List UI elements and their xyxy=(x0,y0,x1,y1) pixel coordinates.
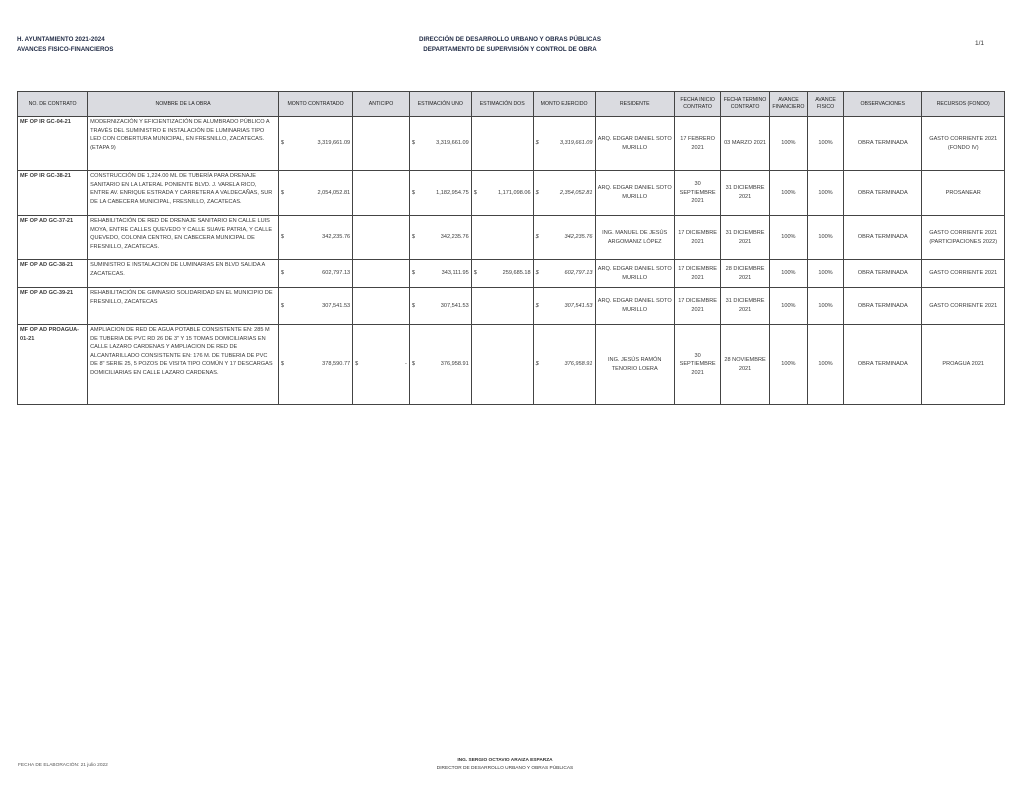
start-date: 30 SEPTIEMBRE 2021 xyxy=(674,171,720,216)
currency-symbol: $ xyxy=(535,189,539,196)
currency-symbol: $ xyxy=(535,234,539,241)
work-name: MODERNIZACIÓN Y EFICIENTIZACIÓN DE ALUMBRADO PÚBLICO A TRAVÉS DEL SUMINISTRO E INSTALACIÓN DE LUMINARIAS TIPO LED CON COBERTURA MUNICIPAL, EN FRESNILLO, ZACATECAS. (ETAPA 9) xyxy=(88,117,279,171)
end-date: 03 MARZO 2021 xyxy=(721,117,769,171)
amount-value: 342,235.76 xyxy=(322,234,351,241)
currency-symbol: $ xyxy=(535,361,539,368)
start-date: 17 DICIEMBRE 2021 xyxy=(674,216,720,260)
contracted-amount xyxy=(278,288,352,325)
table-row xyxy=(18,171,1005,216)
start-date: 17 FEBRERO 2021 xyxy=(674,117,720,171)
contracted-amount xyxy=(278,171,352,216)
advance-amount xyxy=(353,117,410,171)
table-row xyxy=(18,288,1005,325)
table-row xyxy=(18,260,1005,288)
document-header-center xyxy=(320,35,700,55)
estimate-one-amount xyxy=(409,260,471,288)
contract-number: MF OP AD GC-39-21 xyxy=(18,288,88,325)
observations: OBRA TERMINADA xyxy=(844,325,922,405)
estimate-two-amount xyxy=(471,171,533,216)
resident-name: ARQ. EDGAR DANIEL SOTO MURILLO xyxy=(595,171,674,216)
estimate-one-amount xyxy=(409,117,471,171)
observations: OBRA TERMINADA xyxy=(844,117,922,171)
report-title: AVANCES FISICO-FINANCIEROS xyxy=(17,46,114,53)
currency-symbol: $ xyxy=(355,361,359,368)
resident-name: ING. MANUEL DE JESÚS ARGOMANIZ LÓPEZ xyxy=(595,216,674,260)
page-number: 1/1 xyxy=(975,40,985,47)
department-name: DIRECCIÓN DE DESARROLLO URBANO Y OBRAS PÚBLICAS xyxy=(419,36,601,43)
funding-source: GASTO CORRIENTE 2021 (PARTICIPACIONES 2022) xyxy=(922,216,1005,260)
physical-progress: 100% xyxy=(807,260,843,288)
physical-progress: 100% xyxy=(807,325,843,405)
physical-progress: 100% xyxy=(807,117,843,171)
amount-value: 307,541.53 xyxy=(440,302,469,309)
observations: OBRA TERMINADA xyxy=(844,171,922,216)
contract-number: MF OP AD GC-38-21 xyxy=(18,260,88,288)
header-cell: RESIDENTE xyxy=(595,92,674,117)
header-cell: ANTICIPO xyxy=(353,92,410,117)
amount-value: 307,541.53 xyxy=(322,302,351,309)
work-name: CONSTRUCCIÓN DE 1,224.00 ML DE TUBERÍA PARA DRENAJE SANITARIO EN LA LATERAL PONIENTE BLVD. J. VARELA RICO, ENTRE AV. ENRIQUE ESTRADA Y CARRETERA A VALDECAÑAS, SUR DE LA CABECERA MUNICIPAL, FRESNILLO, ZACATECAS. xyxy=(88,171,279,216)
estimate-two-amount xyxy=(471,288,533,325)
amount-value: 342,235.76 xyxy=(564,234,593,241)
header-cell: ESTIMACIÓN UNO xyxy=(409,92,471,117)
financial-progress: 100% xyxy=(769,288,807,325)
currency-symbol: $ xyxy=(535,302,539,309)
end-date: 28 DICIEMBRE 2021 xyxy=(721,260,769,288)
currency-symbol: $ xyxy=(280,189,285,196)
end-date: 31 DICIEMBRE 2021 xyxy=(721,171,769,216)
elaboration-date: FECHA DE ELABORACIÓN: 21 julio 2022 xyxy=(18,763,108,768)
amount-value: 307,541.53 xyxy=(564,302,593,309)
work-name: SUMINISTRO E INSTALACION DE LUMINARIAS EN BLVD SALIDA A ZACATECAS. xyxy=(88,260,279,288)
work-name: REHABILITACIÓN DE RED DE DRENAJE SANITARIO EN CALLE LUIS MOYA, ENTRE CALLES QUEVEDO Y CALLE SUAVE PATRIA, Y CALLE QUEVEDO, COLONIA CENTRO, EN CABECERA MUNICIPAL DE FRESNILLO, ZACATECAS. xyxy=(88,216,279,260)
header-cell: MONTO EJERCIDO xyxy=(533,92,595,117)
resident-name: ARQ. EDGAR DANIEL SOTO MURILLO xyxy=(595,117,674,171)
currency-symbol: $ xyxy=(280,361,285,368)
currency-symbol: $ xyxy=(280,302,285,309)
contract-number: MF OP IR GC-04-21 xyxy=(18,117,88,171)
signer-title: DIRECTOR DE DESARROLLO URBANO Y OBRAS PÚBLICAS xyxy=(436,766,574,771)
financial-progress: 100% xyxy=(769,117,807,171)
amount-value: 3,319,661.09 xyxy=(436,140,469,147)
advance-amount xyxy=(353,260,410,288)
header-cell: NO. DE CONTRATO xyxy=(18,92,88,117)
amount-value: 1,182,954.75 xyxy=(436,189,469,196)
resident-name: ARQ. EDGAR DANIEL SOTO MURILLO xyxy=(595,260,674,288)
estimate-two-amount xyxy=(471,260,533,288)
currency-symbol: $ xyxy=(411,189,416,196)
end-date: 31 DICIEMBRE 2021 xyxy=(721,288,769,325)
header-cell: ESTIMACIÓN DOS xyxy=(471,92,533,117)
start-date: 17 DICIEMBRE 2021 xyxy=(674,260,720,288)
header-cell: MONTO CONTRATADO xyxy=(278,92,352,117)
table-row xyxy=(18,216,1005,260)
amount-value: 602,797.13 xyxy=(322,270,351,277)
advance-amount xyxy=(353,288,410,325)
advance-amount xyxy=(353,216,410,260)
currency-symbol: $ xyxy=(411,234,416,241)
funding-source: GASTO CORRIENTE 2021 xyxy=(922,288,1005,325)
currency-symbol: $ xyxy=(535,270,539,277)
exercised-amount xyxy=(533,260,595,288)
currency-symbol: $ xyxy=(280,140,285,147)
signature-block xyxy=(400,757,610,773)
estimate-one-amount xyxy=(409,325,471,405)
exercised-amount xyxy=(533,325,595,405)
header-cell: AVANCE FINANCIERO xyxy=(769,92,807,117)
table-row xyxy=(18,325,1005,405)
currency-symbol: $ xyxy=(280,270,285,277)
header-cell: NOMBRE DE LA OBRA xyxy=(88,92,279,117)
exercised-amount xyxy=(533,216,595,260)
currency-symbol: $ xyxy=(473,270,477,277)
estimate-one-amount xyxy=(409,171,471,216)
funding-source: PROSANEAR xyxy=(922,171,1005,216)
physical-progress: 100% xyxy=(807,216,843,260)
currency-symbol: $ xyxy=(411,361,416,368)
funding-source: GASTO CORRIENTE 2021 xyxy=(922,260,1005,288)
contract-number: MF OP AD GC-37-21 xyxy=(18,216,88,260)
financial-progress: 100% xyxy=(769,260,807,288)
end-date: 31 DICIEMBRE 2021 xyxy=(721,216,769,260)
header-cell: RECURSOS (FONDO) xyxy=(922,92,1005,117)
amount-value: 343,111.95 xyxy=(441,270,469,277)
header-cell: OBSERVACIONES xyxy=(844,92,922,117)
observations: OBRA TERMINADA xyxy=(844,216,922,260)
header-cell: FECHA TERMINO CONTRATO xyxy=(721,92,769,117)
currency-symbol: $ xyxy=(473,189,477,196)
contract-number: MF OP AD PROAGUA-01-21 xyxy=(18,325,88,405)
org-name: H. AYUNTAMIENTO 2021-2024 xyxy=(17,36,105,43)
amount-value: 376,958.91 xyxy=(440,361,469,368)
end-date: 28 NOVIEMBRE 2021 xyxy=(721,325,769,405)
amount-value: 2,054,052.81 xyxy=(317,189,351,196)
header-cell: AVANCE FISICO xyxy=(807,92,843,117)
exercised-amount xyxy=(533,117,595,171)
contracted-amount xyxy=(278,117,352,171)
amount-value: 342,235.76 xyxy=(440,234,469,241)
amount-value: 3,319,661.09 xyxy=(317,140,351,147)
resident-name: ING. JESÚS RAMÓN TENORIO LOERA xyxy=(595,325,674,405)
funding-source: GASTO CORRIENTE 2021 (FONDO IV) xyxy=(922,117,1005,171)
amount-value: 378,590.77 xyxy=(322,361,351,368)
physical-progress: 100% xyxy=(807,171,843,216)
financial-progress: 100% xyxy=(769,171,807,216)
physical-progress: 100% xyxy=(807,288,843,325)
amount-value: 259,685.18 xyxy=(502,270,531,277)
document-header-left xyxy=(17,35,113,55)
estimate-two-amount xyxy=(471,216,533,260)
observations: OBRA TERMINADA xyxy=(844,260,922,288)
header-cell: FECHA INICIO CONTRATO xyxy=(674,92,720,117)
currency-symbol: $ xyxy=(411,140,416,147)
advance-amount xyxy=(353,325,410,405)
currency-symbol: $ xyxy=(535,140,539,147)
work-name: REHABILITACIÓN DE GIMNASIO SOLIDARIDAD EN EL MUNICIPIO DE FRESNILLO, ZACATECAS xyxy=(88,288,279,325)
start-date: 17 DICIEMBRE 2021 xyxy=(674,288,720,325)
resident-name: ARQ. EDGAR DANIEL SOTO MURILLO xyxy=(595,288,674,325)
contracted-amount xyxy=(278,325,352,405)
financial-progress: 100% xyxy=(769,216,807,260)
amount-value: 1,171,098.06 xyxy=(497,189,531,196)
contracted-amount xyxy=(278,216,352,260)
table-header-row xyxy=(18,92,1005,117)
signer-name: ING. SERGIO OCTAVIO ARAIZA ESPARZA xyxy=(457,758,553,763)
financial-progress: 100% xyxy=(769,325,807,405)
contracted-amount xyxy=(278,260,352,288)
observations: OBRA TERMINADA xyxy=(844,288,922,325)
amount-value: 2,354,052.81 xyxy=(559,189,593,196)
start-date: 30 SEPTIEMBRE 2021 xyxy=(674,325,720,405)
estimate-one-amount xyxy=(409,216,471,260)
amount-value: 376,958.91 xyxy=(564,361,593,368)
amount-value: 3,319,661.09 xyxy=(559,140,593,147)
advance-amount xyxy=(353,171,410,216)
currency-symbol: $ xyxy=(411,270,416,277)
progress-report-table xyxy=(17,91,1005,405)
exercised-amount xyxy=(533,288,595,325)
sub-department-name: DEPARTAMENTO DE SUPERVISIÓN Y CONTROL DE OBRA xyxy=(423,46,597,53)
work-name: AMPLIACION DE RED DE AGUA POTABLE CONSISTENTE EN: 285 M DE TUBERIA DE PVC RD 26 DE 3" Y 15 TOMAS DOMICILIARIAS EN CALLE LAZARO CARDENAS Y AMPLIACION DE RED DE ALCANTARILLADO CONSISTENTE EN: 176 M. DE TUBERIA DE PVC DE 8" SERIE 25, 5 POZOS DE VISITA TIPO COMÚN Y 17 DESCARGAS DOMICILIARIAS EN CALLE LAZARO CARDENAS. xyxy=(88,325,279,405)
currency-symbol: $ xyxy=(280,234,285,241)
funding-source: PROAGUA 2021 xyxy=(922,325,1005,405)
amount-value: - xyxy=(405,361,407,368)
estimate-two-amount xyxy=(471,117,533,171)
estimate-two-amount xyxy=(471,325,533,405)
currency-symbol: $ xyxy=(411,302,416,309)
amount-value: 602,797.13 xyxy=(564,270,593,277)
estimate-one-amount xyxy=(409,288,471,325)
table-row xyxy=(18,117,1005,171)
exercised-amount xyxy=(533,171,595,216)
contract-number: MF OP IR GC-38-21 xyxy=(18,171,88,216)
